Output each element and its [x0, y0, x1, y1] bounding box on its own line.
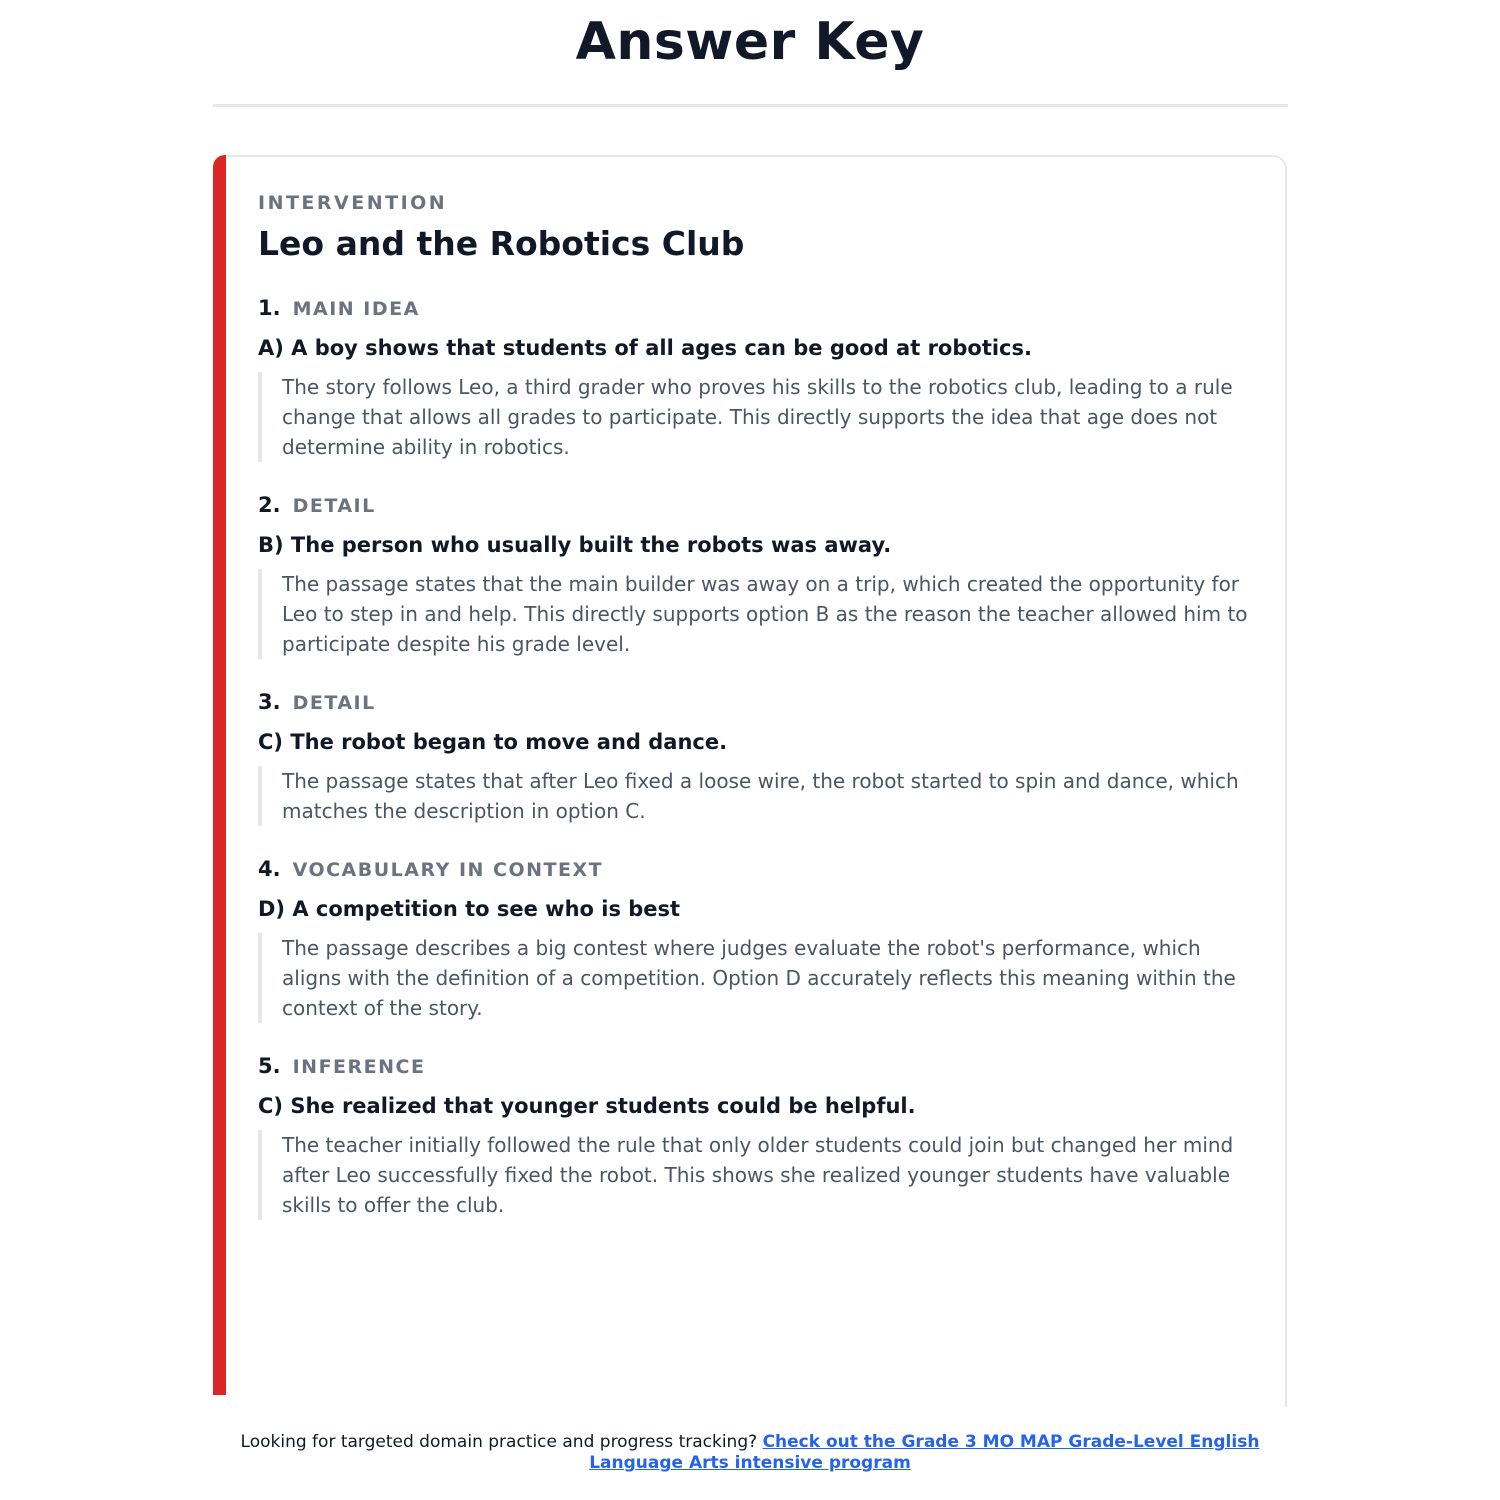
question-header — [258, 689, 1258, 716]
question-number: 1. — [258, 296, 281, 320]
question-category: MAIN IDEA — [292, 298, 420, 320]
question-category: VOCABULARY IN CONTEXT — [292, 859, 604, 881]
answer-card-content — [258, 191, 1258, 1220]
title-divider — [213, 104, 1288, 107]
correct-answer: C) She realized that younger students could be helpful. — [258, 1094, 916, 1118]
question-item — [258, 1053, 1258, 1220]
correct-answer: C) The robot began to move and dance. — [258, 730, 728, 754]
footer-promo — [200, 1432, 1300, 1474]
question-number: 4. — [258, 857, 281, 881]
page-title: Answer Key — [575, 12, 925, 72]
question-item — [258, 492, 1258, 659]
footer-text: Looking for targeted domain practice and progress tracking? — [240, 1432, 758, 1452]
correct-answer: D) A competition to see who is best — [258, 897, 681, 921]
answer-explanation: The passage states that the main builder was away on a trip, which created the opportunity for Leo to step in and help. This directly supports option B as the reason the teacher allowed him to participate despite his grade level. — [258, 569, 1257, 659]
story-title: Leo and the Robotics Club — [258, 224, 745, 263]
question-item — [258, 856, 1258, 1023]
program-link[interactable]: Check out the Grade 3 MO MAP Grade-Level English Language Arts intensive program — [589, 1432, 1260, 1473]
question-category: DETAIL — [292, 692, 376, 714]
question-number: 5. — [258, 1054, 281, 1078]
correct-answer: A) A boy shows that students of all ages can be good at robotics. — [258, 336, 1032, 360]
question-header — [258, 295, 1258, 322]
question-item — [258, 689, 1258, 826]
question-item — [258, 295, 1258, 462]
question-category: INFERENCE — [292, 1056, 426, 1078]
answer-explanation: The teacher initially followed the rule that only older students could join but changed her mind after Leo successfully fixed the robot. This shows she realized younger students have valuable skills to offer the club. — [258, 1130, 1257, 1220]
question-number: 3. — [258, 690, 281, 714]
question-number: 2. — [258, 493, 281, 517]
correct-answer: B) The person who usually built the robots was away. — [258, 533, 892, 557]
answer-explanation: The passage describes a big contest where judges evaluate the robot's performance, which aligns with the definition of a competition. Option D accurately reflects this meaning within the context of the story. — [258, 933, 1257, 1023]
question-header — [258, 1053, 1258, 1080]
card-accent-bar — [213, 155, 226, 1395]
question-header — [258, 856, 1258, 883]
answer-explanation: The story follows Leo, a third grader who proves his skills to the robotics club, leading to a rule change that allows all grades to participate. This directly supports the idea that age does not determine ability in robotics. — [258, 372, 1257, 462]
card-kicker: INTERVENTION — [258, 192, 448, 214]
answer-card — [213, 155, 1287, 1407]
question-header — [258, 492, 1258, 519]
question-category: DETAIL — [292, 495, 376, 517]
answer-explanation: The passage states that after Leo fixed a loose wire, the robot started to spin and dance, which matches the description in option C. — [258, 766, 1257, 826]
